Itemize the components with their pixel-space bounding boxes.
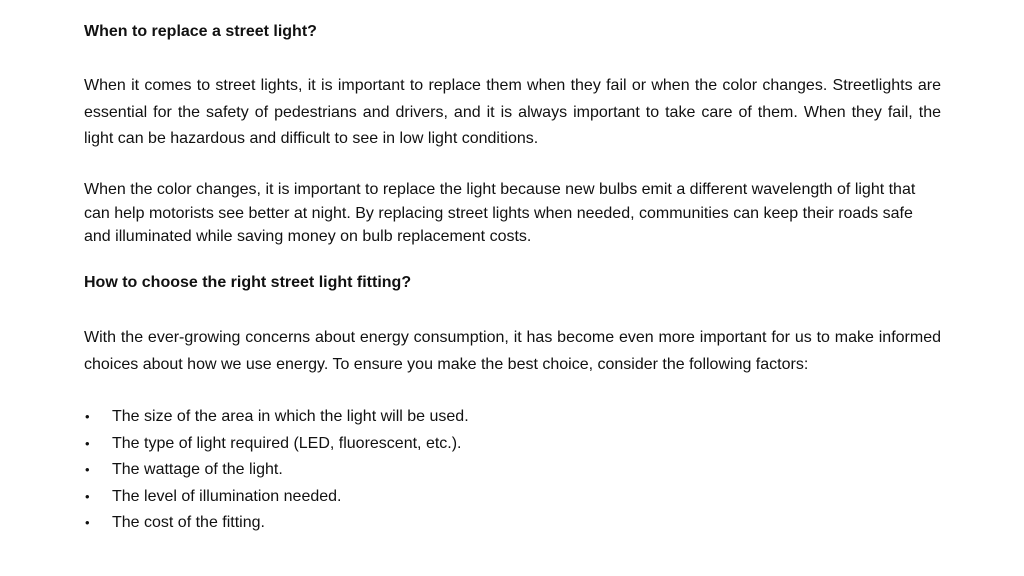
factor-text: The type of light required (LED, fluorescent, etc.). xyxy=(112,434,462,452)
list-item xyxy=(84,431,941,458)
list-item xyxy=(84,404,941,431)
bullet-icon: • xyxy=(85,462,90,477)
bullet-icon: • xyxy=(85,435,90,451)
factor-text: The size of the area in which the light will be used. xyxy=(112,408,469,425)
factor-text: The cost of the fitting. xyxy=(112,514,265,531)
paragraph-color-change: When the color changes, it is important to replace the light because new bulbs emit a different wavelength of light that can help motorists see better at night. By replacing street lights when needed, communities can keep their roads safe and illuminated while saving money on bulb replacement costs. xyxy=(84,181,916,245)
section-heading-choose-fitting: How to choose the right street light fitting? xyxy=(84,274,412,291)
bullet-icon: • xyxy=(85,488,90,504)
bullet-icon: • xyxy=(85,515,90,530)
section-heading-replace: When to replace a street light? xyxy=(84,23,317,40)
factors-list xyxy=(84,404,941,537)
bullet-icon: • xyxy=(85,409,90,424)
factor-text: The level of illumination needed. xyxy=(112,487,342,505)
factor-text: The wattage of the light. xyxy=(112,461,283,478)
list-item xyxy=(84,510,941,537)
list-item xyxy=(84,457,941,484)
list-item xyxy=(84,484,941,511)
paragraph-replace-intro: When it comes to street lights, it is important to replace them when they fail or when the color changes. Streetlights are essential for the safety of pedestrians and drivers, and it is always important to take care of them. When they fail, the light can be hazardous and difficult to see in low light conditions. xyxy=(84,77,941,147)
paragraph-energy-intro: With the ever-growing concerns about energy consumption, it has become even more important for us to make informed choices about how we use energy. To ensure you make the best choice, consider the following factors: xyxy=(84,329,941,373)
